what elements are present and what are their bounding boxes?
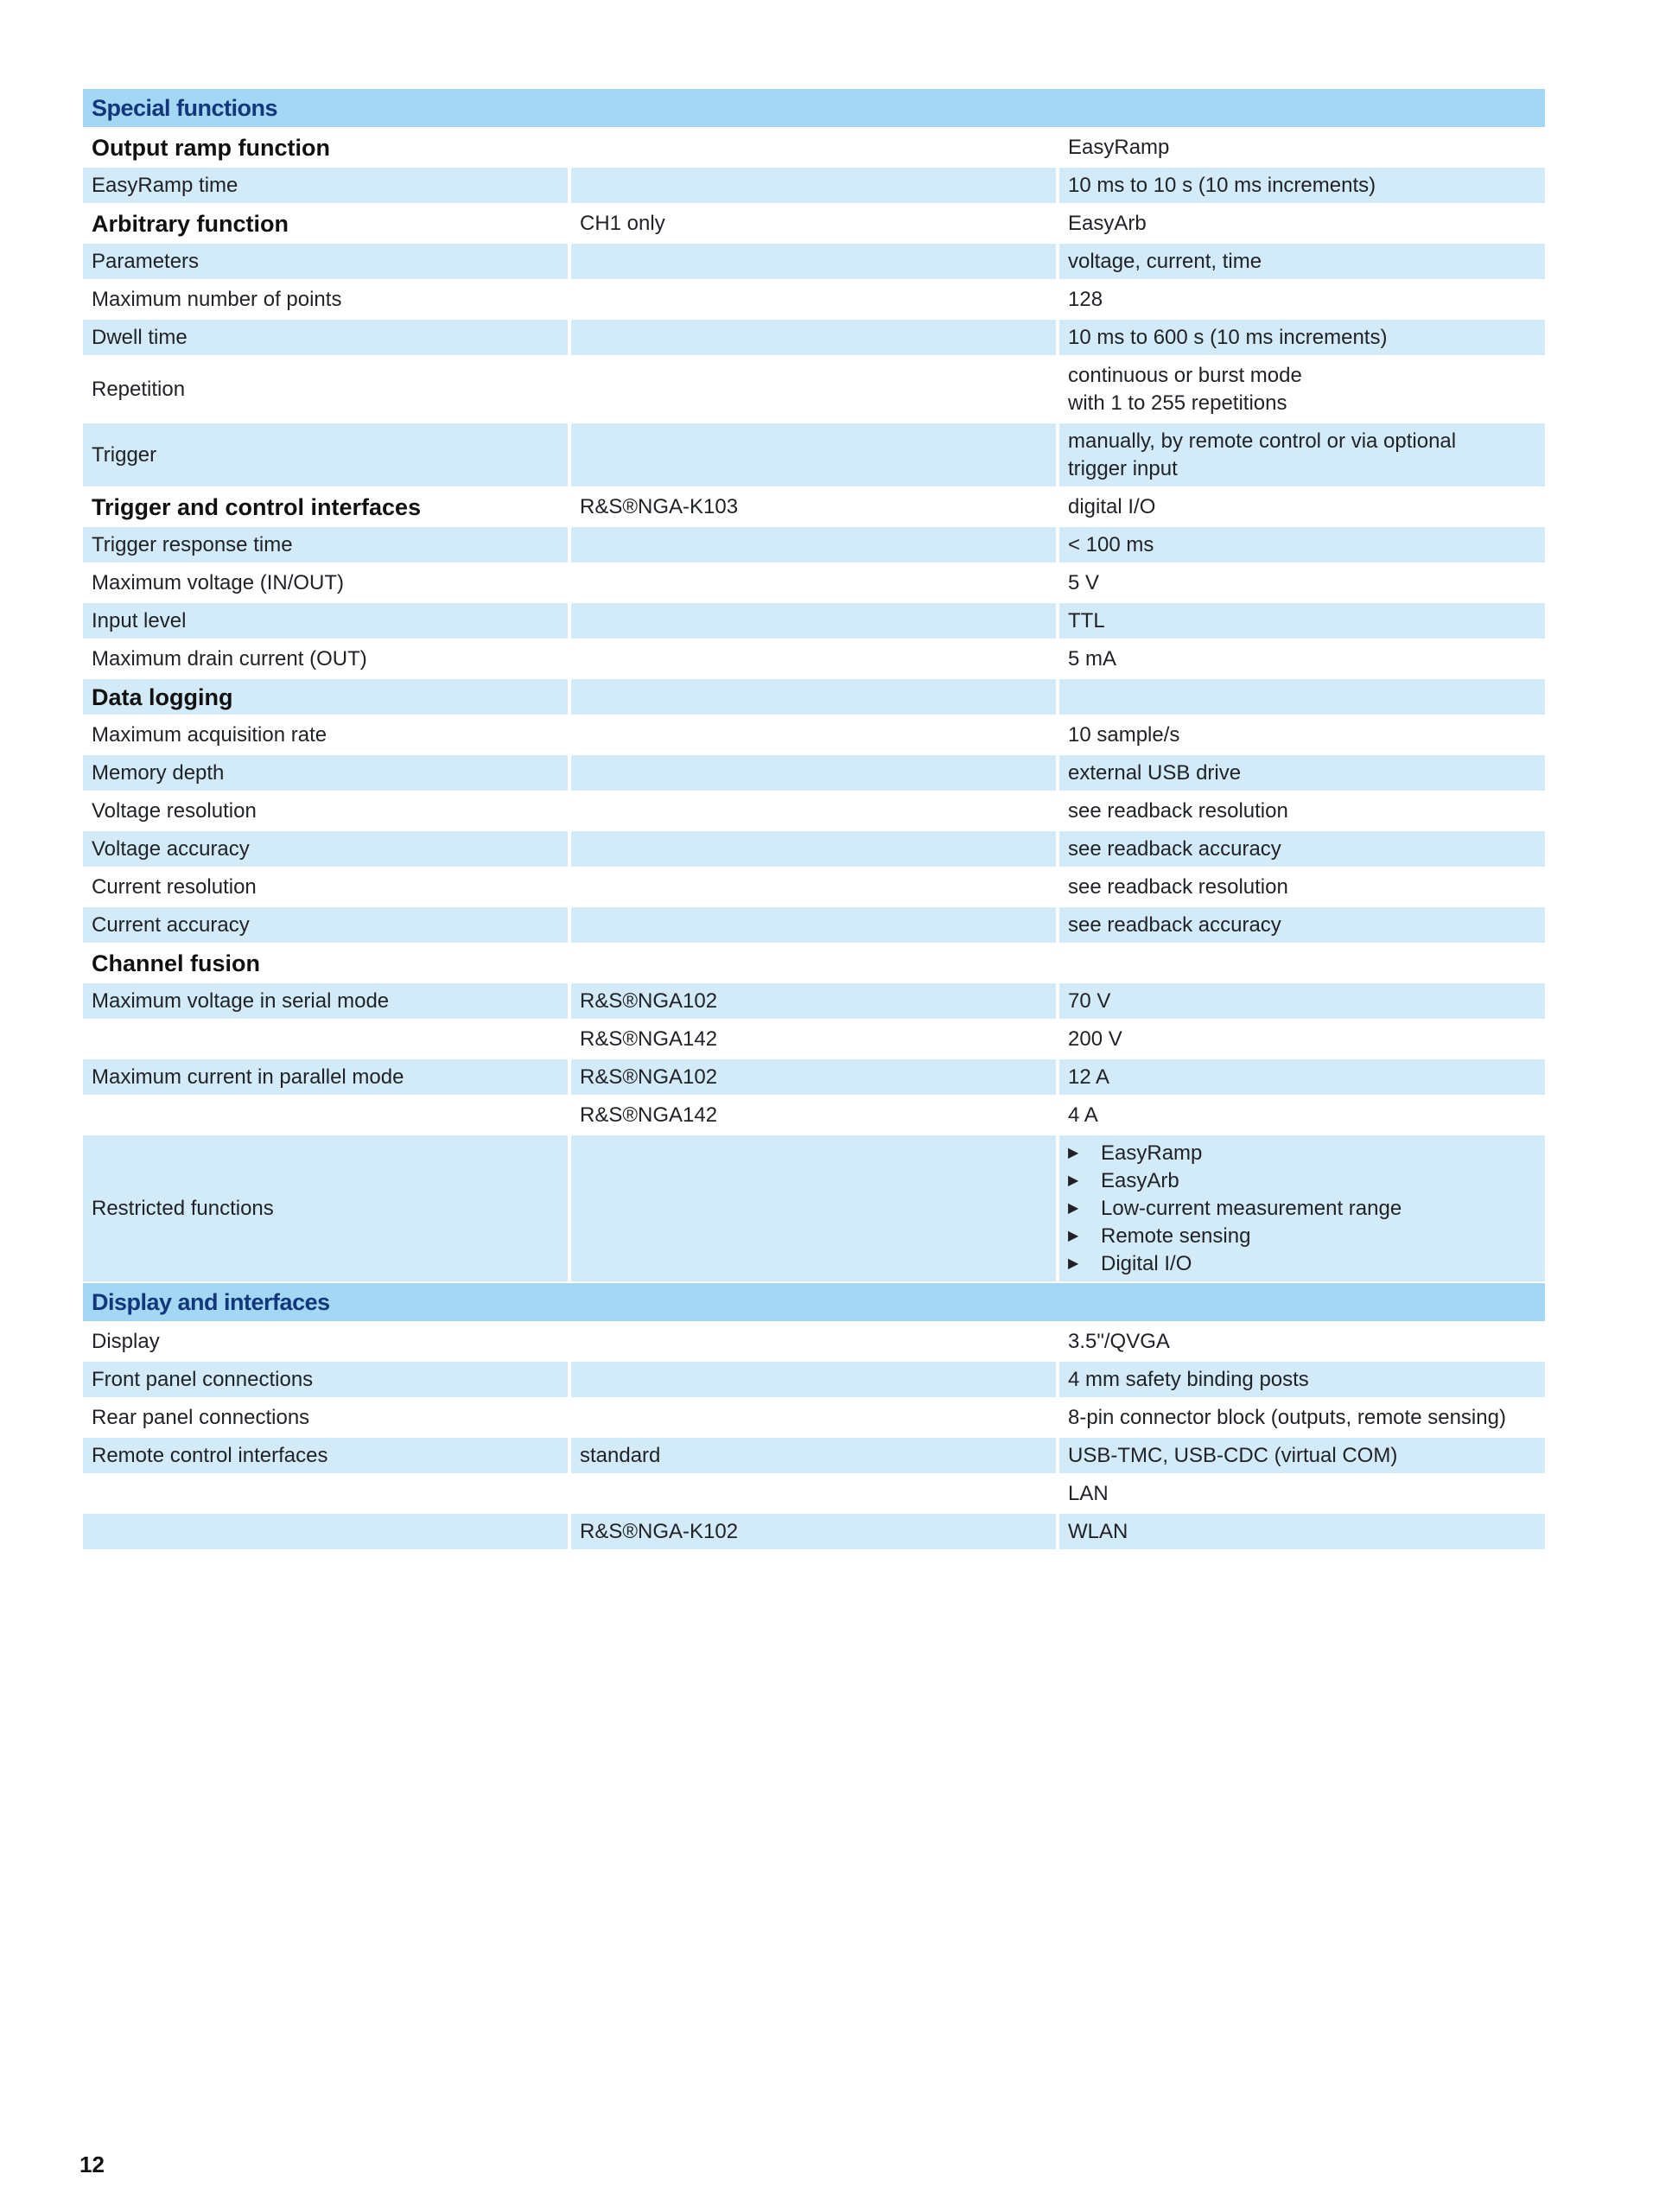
row-label: Channel fusion [83, 945, 568, 983]
row-col2 [571, 603, 1056, 641]
table-row [83, 244, 1545, 282]
value-line: trigger input [1068, 457, 1178, 480]
row-value: 200 V [1059, 1021, 1545, 1059]
row-value: 5 mA [1059, 641, 1545, 679]
row-value [1059, 423, 1545, 489]
row-label: Output ramp function [83, 130, 568, 168]
row-label: EasyRamp time [83, 168, 568, 206]
table-row [83, 423, 1545, 489]
row-value: 3.5"/QVGA [1059, 1324, 1545, 1362]
row-col2 [571, 168, 1056, 206]
list-item-label: Digital I/O [1101, 1252, 1192, 1275]
row-label [83, 1514, 568, 1552]
table-row [83, 793, 1545, 831]
row-label: Repetition [83, 358, 568, 423]
table-row [83, 168, 1545, 206]
special-functions-table [79, 89, 1548, 1284]
table-row [83, 1400, 1545, 1438]
row-col2: R&S®NGA-K102 [571, 1514, 1056, 1552]
row-label: Trigger response time [83, 527, 568, 565]
section-header [83, 1283, 1545, 1324]
value-line: manually, by remote control or via optional [1068, 429, 1457, 453]
table-row [83, 603, 1545, 641]
row-col2 [571, 793, 1056, 831]
list-item [1068, 1250, 1536, 1278]
row-value: < 100 ms [1059, 527, 1545, 565]
row-col2: R&S®NGA102 [571, 1059, 1056, 1097]
row-value: LAN [1059, 1476, 1545, 1514]
row-label: Maximum number of points [83, 282, 568, 320]
list-item-label: Low-current measurement range [1101, 1197, 1402, 1220]
list-item-label: Remote sensing [1101, 1224, 1251, 1248]
row-label: Trigger and control interfaces [83, 489, 568, 527]
value-line: with 1 to 255 repetitions [1068, 391, 1287, 415]
table-row-group [83, 679, 1545, 717]
table-row [83, 717, 1545, 755]
row-label: Display [83, 1324, 568, 1362]
bullet-arrow-icon: ▶ [1068, 1146, 1079, 1160]
row-label: Remote control interfaces [83, 1438, 568, 1476]
list-item [1068, 1167, 1536, 1195]
restricted-functions-list [1068, 1140, 1536, 1278]
row-col2 [571, 1476, 1056, 1514]
row-label: Trigger [83, 423, 568, 489]
table-row [83, 1059, 1545, 1097]
row-col2 [571, 755, 1056, 793]
row-value: see readback accuracy [1059, 907, 1545, 945]
table-row [83, 320, 1545, 358]
bullet-arrow-icon: ▶ [1068, 1256, 1079, 1271]
row-label [83, 1021, 568, 1059]
row-value: EasyArb [1059, 206, 1545, 244]
row-col2: R&S®NGA142 [571, 1021, 1056, 1059]
list-item [1068, 1223, 1536, 1250]
table-row [83, 1476, 1545, 1514]
table-row [83, 1514, 1545, 1552]
row-label: Voltage resolution [83, 793, 568, 831]
table-row [83, 831, 1545, 869]
row-label: Dwell time [83, 320, 568, 358]
row-label: Current accuracy [83, 907, 568, 945]
row-value: external USB drive [1059, 755, 1545, 793]
table-row [83, 641, 1545, 679]
row-col2 [571, 423, 1056, 489]
row-col2: R&S®NGA142 [571, 1097, 1056, 1135]
row-col2 [571, 1324, 1056, 1362]
row-label: Input level [83, 603, 568, 641]
bullet-arrow-icon: ▶ [1068, 1173, 1079, 1188]
row-value: see readback accuracy [1059, 831, 1545, 869]
table-row [83, 1135, 1545, 1284]
row-value: 4 A [1059, 1097, 1545, 1135]
table-row-group [83, 945, 1545, 983]
table-row [83, 907, 1545, 945]
row-col2 [571, 1135, 1056, 1284]
row-value [1059, 679, 1545, 717]
row-value: digital I/O [1059, 489, 1545, 527]
row-label [83, 1476, 568, 1514]
row-label: Maximum acquisition rate [83, 717, 568, 755]
row-value: 128 [1059, 282, 1545, 320]
row-col2: CH1 only [571, 206, 1056, 244]
section-title: Display and interfaces [83, 1283, 1545, 1324]
page-number: 12 [79, 2152, 105, 2177]
list-item [1068, 1140, 1536, 1167]
row-col2: standard [571, 1438, 1056, 1476]
row-label [83, 1097, 568, 1135]
row-label: Front panel connections [83, 1362, 568, 1400]
row-value [1059, 1135, 1545, 1284]
row-label: Restricted functions [83, 1135, 568, 1284]
row-value: 4 mm safety binding posts [1059, 1362, 1545, 1400]
row-label: Memory depth [83, 755, 568, 793]
list-item [1068, 1195, 1536, 1223]
display-interfaces-table [79, 1283, 1548, 1552]
row-label: Maximum drain current (OUT) [83, 641, 568, 679]
row-value: voltage, current, time [1059, 244, 1545, 282]
row-value: 8-pin connector block (outputs, remote sensing) [1059, 1400, 1545, 1438]
table-row [83, 1362, 1545, 1400]
row-value: 10 ms to 600 s (10 ms increments) [1059, 320, 1545, 358]
list-item-label: EasyRamp [1101, 1141, 1203, 1165]
row-label: Current resolution [83, 869, 568, 907]
row-label: Maximum current in parallel mode [83, 1059, 568, 1097]
table-row-group [83, 130, 1545, 168]
row-col2 [571, 244, 1056, 282]
row-col2 [571, 320, 1056, 358]
table-row [83, 1438, 1545, 1476]
row-value: 10 ms to 10 s (10 ms increments) [1059, 168, 1545, 206]
row-value [1059, 358, 1545, 423]
row-col2 [571, 527, 1056, 565]
row-col2 [571, 565, 1056, 603]
bullet-arrow-icon: ▶ [1068, 1229, 1079, 1243]
row-value: EasyRamp [1059, 130, 1545, 168]
row-label: Maximum voltage (IN/OUT) [83, 565, 568, 603]
row-col2 [571, 831, 1056, 869]
row-col2 [571, 130, 1056, 168]
row-value: see readback resolution [1059, 869, 1545, 907]
row-value: TTL [1059, 603, 1545, 641]
table-row [83, 282, 1545, 320]
row-col2: R&S®NGA102 [571, 983, 1056, 1021]
row-value [1059, 945, 1545, 983]
table-row [83, 1021, 1545, 1059]
row-value: see readback resolution [1059, 793, 1545, 831]
table-row [83, 869, 1545, 907]
table-row [83, 983, 1545, 1021]
row-value: 5 V [1059, 565, 1545, 603]
table-row [83, 358, 1545, 423]
table-row [83, 755, 1545, 793]
row-value: 70 V [1059, 983, 1545, 1021]
row-label: Parameters [83, 244, 568, 282]
row-label: Voltage accuracy [83, 831, 568, 869]
row-col2 [571, 358, 1056, 423]
row-value: 12 A [1059, 1059, 1545, 1097]
section-header [83, 89, 1545, 130]
row-value: USB-TMC, USB-CDC (virtual COM) [1059, 1438, 1545, 1476]
table-row [83, 565, 1545, 603]
table-row [83, 527, 1545, 565]
row-col2 [571, 679, 1056, 717]
value-line: continuous or burst mode [1068, 364, 1302, 387]
row-col2 [571, 907, 1056, 945]
row-col2 [571, 1400, 1056, 1438]
row-label: Arbitrary function [83, 206, 568, 244]
list-item-label: EasyArb [1101, 1169, 1179, 1192]
bullet-arrow-icon: ▶ [1068, 1201, 1079, 1216]
table-row [83, 1097, 1545, 1135]
row-col2 [571, 717, 1056, 755]
row-label: Rear panel connections [83, 1400, 568, 1438]
row-col2 [571, 1362, 1056, 1400]
row-label: Maximum voltage in serial mode [83, 983, 568, 1021]
row-value: 10 sample/s [1059, 717, 1545, 755]
row-col2 [571, 869, 1056, 907]
section-title: Special functions [83, 89, 1545, 130]
row-label: Data logging [83, 679, 568, 717]
row-col2: R&S®NGA-K103 [571, 489, 1056, 527]
row-col2 [571, 945, 1056, 983]
row-col2 [571, 641, 1056, 679]
row-col2 [571, 282, 1056, 320]
table-row-group [83, 206, 1545, 244]
row-value: WLAN [1059, 1514, 1545, 1552]
table-row [83, 1324, 1545, 1362]
table-row-group [83, 489, 1545, 527]
